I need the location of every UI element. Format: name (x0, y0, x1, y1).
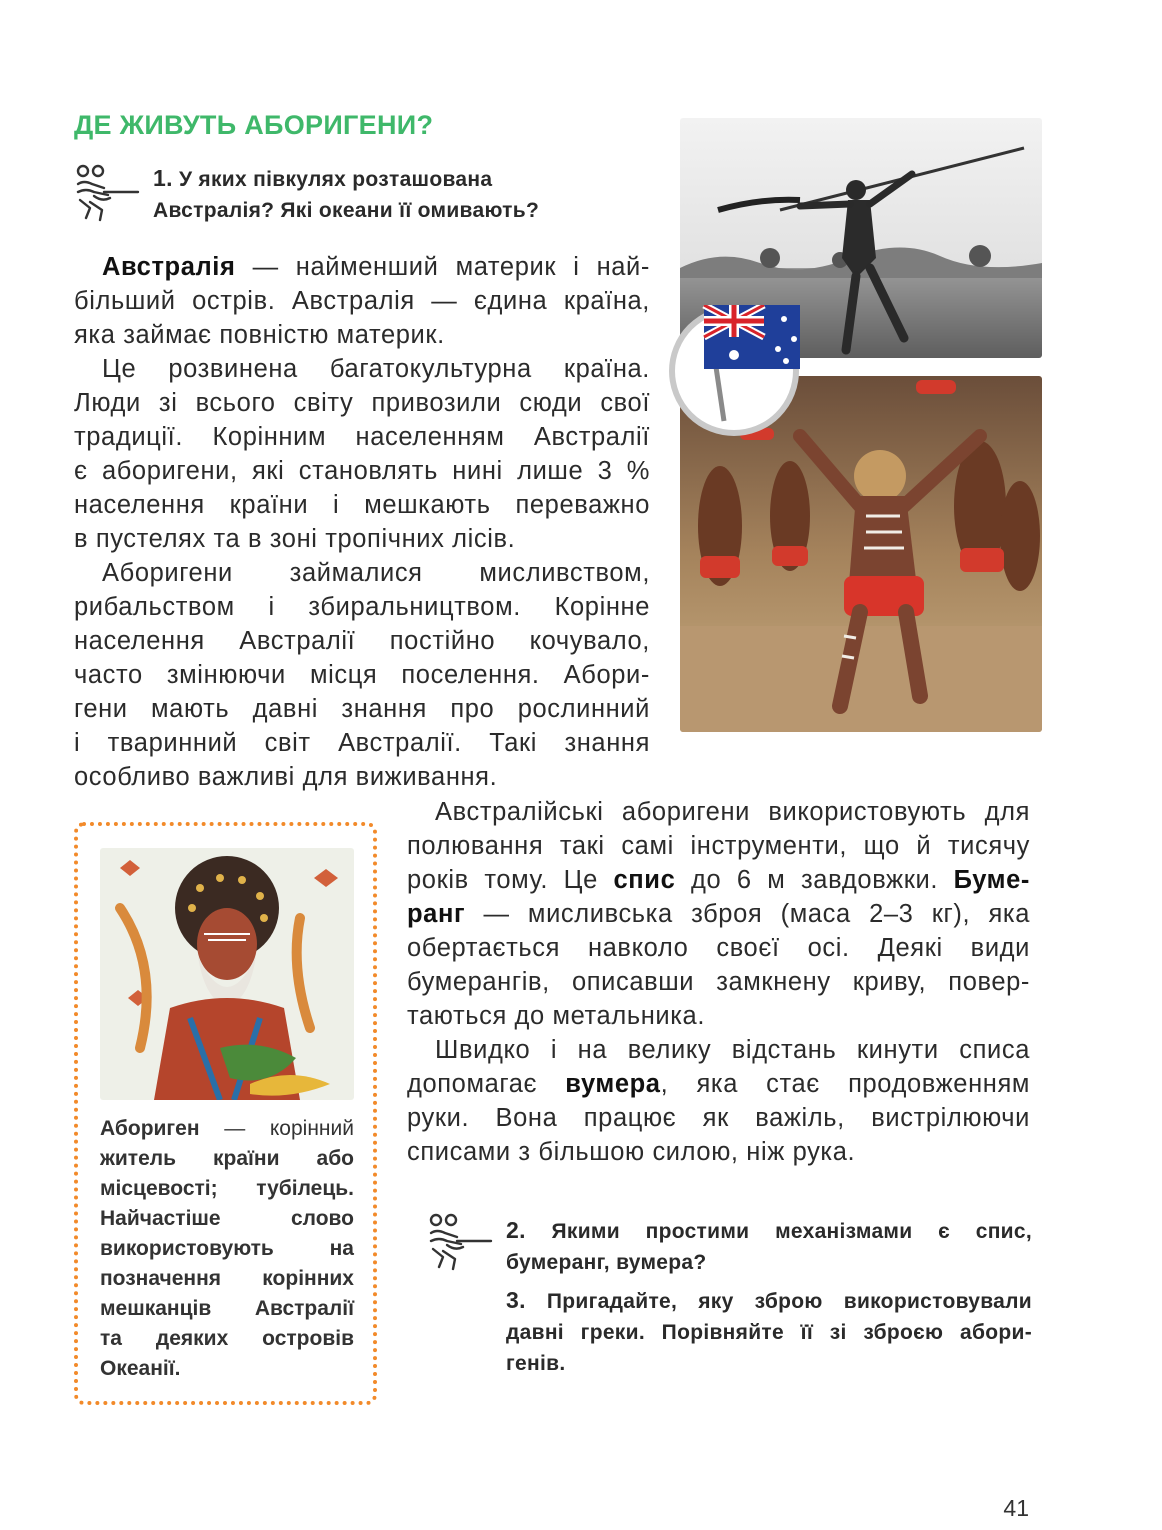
intro-text (74, 250, 650, 794)
text-line: населення Австралії постійно кочувало, (74, 627, 650, 655)
text-line: більший острів. Австралія — єдина країна, (74, 287, 650, 315)
text-line: та деяких островів (100, 1327, 354, 1350)
text-line: генів. (506, 1352, 566, 1375)
text-line: і тваринний світ Австралії. Такі знання (74, 729, 650, 757)
text-line: Океанії. (100, 1357, 181, 1380)
glossary-definition (100, 1114, 354, 1384)
text-line: населення країни і мешкають переважно (74, 491, 650, 519)
text-line: гени мають давні знання про рослинний (74, 695, 650, 723)
text-line: Австралійські аборигени використовують для (435, 798, 1030, 826)
text-line: рибальством і збиральництвом. Корінне (74, 593, 650, 621)
term-woomera: вумера (565, 1070, 661, 1098)
text-line: житель країни або (100, 1147, 354, 1170)
text-line: списами з більшою силою, ніж рука. (407, 1138, 856, 1166)
text-segment: допомагає (407, 1070, 566, 1098)
text-line: руки. Вона працює як важіль, вистрілюючи (407, 1104, 1030, 1132)
text-line: використовують на (100, 1237, 354, 1260)
text-segment: Пригадайте, яку зброю використовували (546, 1290, 1032, 1313)
text-line: яка займає повністю материк. (74, 321, 445, 349)
text-segment: до 6 м завдовжки. (675, 866, 954, 894)
australian-flag-badge (668, 305, 800, 437)
text-line: традиції. Корінним населенням Австралії (74, 423, 650, 451)
glossary-term: Абориген (100, 1117, 200, 1140)
text-line: є аборигени, які становлять нині лише 3 % (74, 457, 650, 485)
text-line: давні греки. Порівняйте її зі зброєю абори- (506, 1321, 1032, 1344)
term-boomerang-cont: ранг (407, 900, 466, 928)
text-line: Аборигени займалися мисливством, (102, 559, 650, 587)
text-line: обертається навколо своєї осі. Деякі види (407, 934, 1030, 962)
text-line: бумеранг, вумера? (506, 1251, 707, 1274)
question-1-number: 1. (153, 165, 173, 191)
text-segment: — мисливська зброя (маса 2–3 кг), яка (465, 900, 1030, 928)
term-boomerang: Буме- (953, 866, 1030, 894)
question-2 (506, 1215, 1032, 1278)
term-australia: Австралія (102, 253, 236, 281)
text-line: часто змінюючи місця поселення. Абори- (74, 661, 650, 689)
aboriginal-man-illustration (100, 848, 354, 1100)
term-spear: спис (613, 866, 676, 894)
question-3 (506, 1285, 1032, 1379)
text-line: — найменший материк і най- (235, 253, 650, 281)
text-line: полювання такі самі інструменти, що й тисячу (407, 832, 1030, 860)
weapons-text (407, 795, 1030, 1169)
text-segment: Якими простими механізмами є спис, (551, 1220, 1033, 1243)
pulling-rope-icon (74, 162, 140, 222)
text-line: мешканців Австралії (100, 1297, 354, 1320)
section-heading: ДЕ ЖИВУТЬ АБОРИГЕНИ? (74, 110, 434, 140)
glossary-box (74, 822, 377, 1405)
text-segment: , яка стає продовженням (660, 1070, 1030, 1098)
question-1-line: У яких півкулях розташована (178, 168, 493, 191)
text-line: місцевості; тубілець. (100, 1177, 354, 1200)
text-line: Це розвинена багатокультурна країна. (102, 355, 650, 383)
text-line: позначення корінних (100, 1267, 354, 1290)
text-line: Швидко і на велику відстань кинути списа (435, 1036, 1030, 1064)
question-2-number: 2. (506, 1217, 526, 1243)
australian-flag-icon (668, 305, 800, 437)
text-line: Найчастіше слово (100, 1207, 354, 1230)
pulling-rope-icon (427, 1211, 493, 1271)
question-1-line: Австралія? Які океани її омивають? (153, 199, 540, 222)
text-line: Люди зі всього світу привозили сюди свої (74, 389, 650, 417)
page-number: 41 (1003, 1495, 1029, 1521)
text-line: особливо важливі для виживання. (74, 763, 498, 791)
question-3-number: 3. (506, 1287, 526, 1313)
text-line: в пустелях та в зоні тропічних лісів. (74, 525, 516, 553)
text-line: бумерангів, описавши замкнену криву, повер- (407, 968, 1030, 996)
text-line: таються до метальника. (407, 1002, 706, 1030)
text-segment: — корінний (199, 1117, 354, 1140)
question-1 (153, 163, 539, 226)
text-segment: років тому. Це (407, 866, 614, 894)
